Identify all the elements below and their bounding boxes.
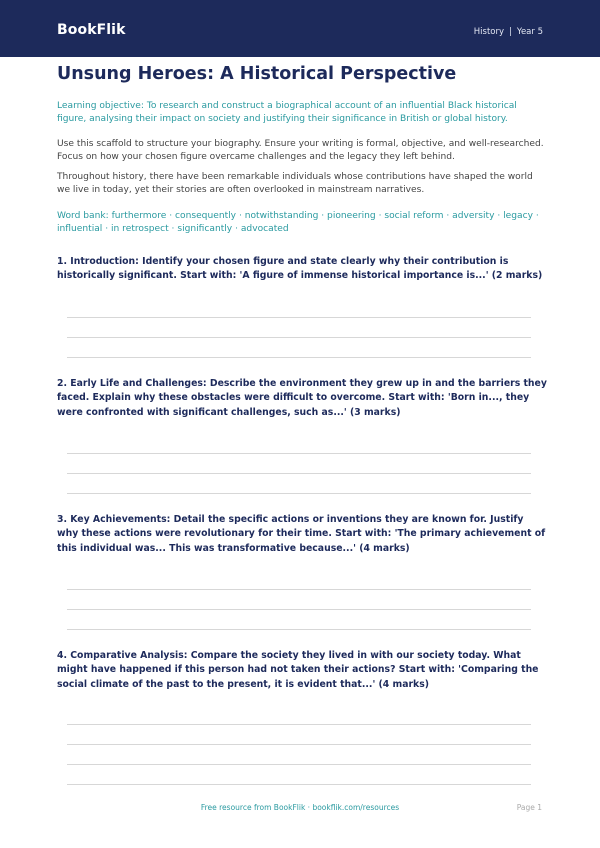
year-label: Year 5 bbox=[516, 27, 543, 37]
answer-line[interactable] bbox=[67, 589, 531, 590]
question-1: 1. Introduction: Identify your chosen figure and state clearly why their contribution is historically significant. Start with: 'A figure of immense historical importance is...' (2 marks) bbox=[57, 256, 543, 282]
answer-line[interactable] bbox=[67, 609, 531, 610]
learning-objective: Learning objective: To research and construct a biographical account of an influential Black historical figure, analysing their impact on society and justifying their significance in British or global history. bbox=[57, 101, 517, 124]
page-header bbox=[0, 0, 600, 57]
question-3: 3. Key Achievements: Detail the specific actions or inventions they are known for. Justify why these actions were revolutionary for their time. Start with: 'The primary achievement of this individual was... This was transformative because...' (4 marks) bbox=[57, 514, 546, 554]
brand-logo: BookFlik bbox=[57, 22, 126, 38]
header-meta bbox=[474, 27, 543, 37]
page-title: Unsung Heroes: A Historical Perspective bbox=[57, 64, 457, 84]
intro-paragraph-1: Use this scaffold to structure your biography. Ensure your writing is formal, objective, and well-researched. Focus on how your chosen figure overcame challenges and the legacy they left behind. bbox=[57, 139, 544, 162]
footer-link[interactable]: Free resource from BookFlik · bookflik.com/resources bbox=[200, 803, 400, 812]
answer-line[interactable] bbox=[67, 317, 531, 318]
answer-line[interactable] bbox=[67, 764, 531, 765]
question-2: 2. Early Life and Challenges: Describe the environment they grew up in and the barriers they faced. Explain why these obstacles were difficult to overcome. Start with: 'Born in..., they were confronted with significant challenges, such as...' (3 marks) bbox=[57, 378, 547, 418]
answer-line[interactable] bbox=[67, 724, 531, 725]
answer-line[interactable] bbox=[67, 629, 531, 630]
meta-separator: | bbox=[509, 27, 512, 37]
answer-line[interactable] bbox=[67, 473, 531, 474]
intro-paragraph-2: Throughout history, there have been remarkable individuals whose contributions have shaped the world we live in today, yet their stories are often overlooked in mainstream narratives. bbox=[57, 172, 533, 195]
page-number: Page 1 bbox=[516, 803, 542, 812]
answer-line[interactable] bbox=[67, 493, 531, 494]
answer-line[interactable] bbox=[67, 744, 531, 745]
answer-line[interactable] bbox=[67, 357, 531, 358]
subject-label: History bbox=[473, 27, 505, 37]
word-bank: Word bank: furthermore · consequently · notwithstanding · pioneering · social reform · adversity · legacy · influential · in retrospect · significantly · advocated bbox=[57, 211, 539, 234]
question-4: 4. Comparative Analysis: Compare the society they lived in with our society today. What might have happened if this person had not taken their actions? Start with: 'Comparing the social climate of the past to the present, it is evident that...' (4 marks) bbox=[57, 650, 539, 690]
answer-line[interactable] bbox=[67, 337, 531, 338]
answer-line[interactable] bbox=[67, 784, 531, 785]
answer-line[interactable] bbox=[67, 453, 531, 454]
